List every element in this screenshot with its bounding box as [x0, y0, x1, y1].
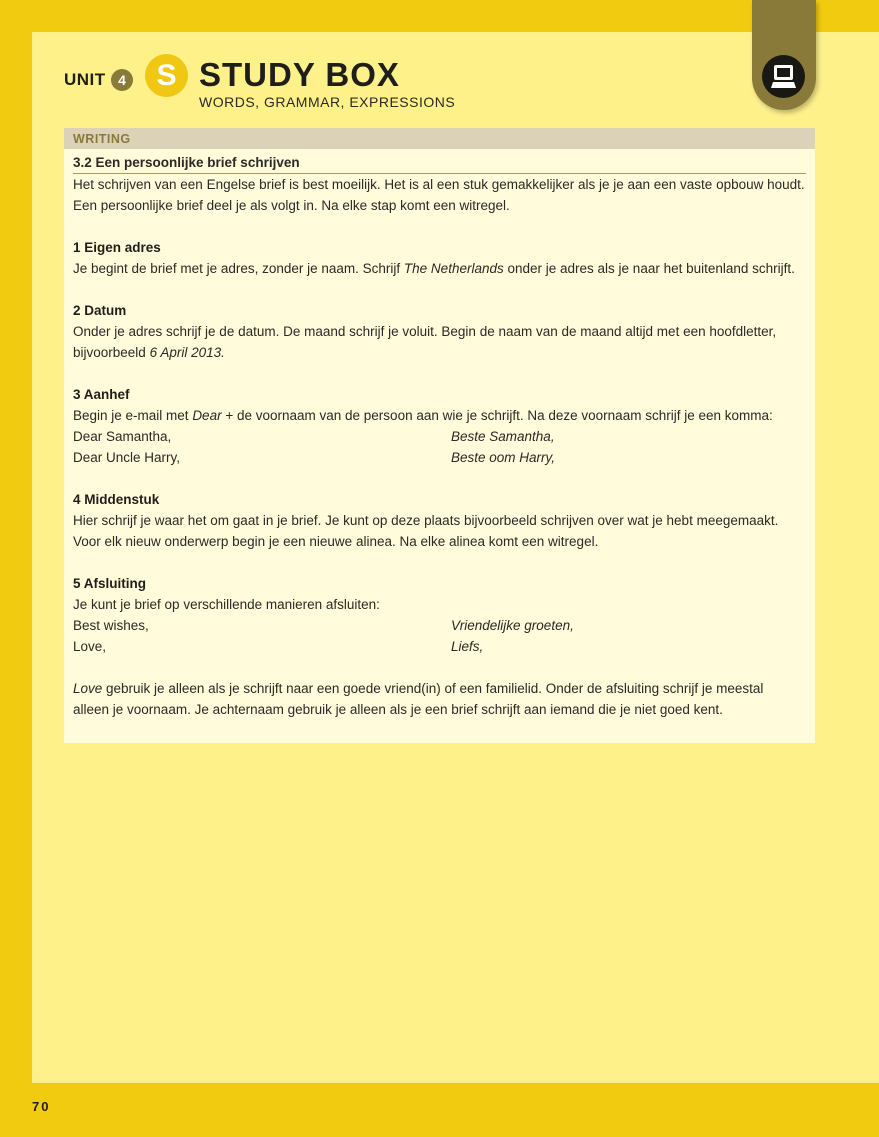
step-text: Onder je adres schrijf je de datum. De maand schrijf je voluit. Begin de naam van de maand altijd met een hoofdletter, — [73, 324, 777, 339]
study-box — [64, 128, 815, 743]
page-subtitle: WORDS, GRAMMAR, EXPRESSIONS — [199, 94, 456, 110]
step-text: Je begint de brief met je adres, zonder je naam. Schrijf The Netherlands onder je adres als je naar het buitenland schrijft. — [73, 261, 795, 276]
step-heading: 2 Datum — [73, 303, 127, 318]
step-heading: 1 Eigen adres — [73, 240, 161, 255]
page-number: 70 — [32, 1099, 51, 1114]
step-heading: 4 Middenstuk — [73, 492, 160, 507]
step-heading: 5 Afsluiting — [73, 576, 146, 591]
step-heading: 3 Aanhef — [73, 387, 130, 402]
page-title: STUDY BOX — [199, 56, 400, 93]
example-row: Best wishes, Vriendelijke groeten, — [73, 618, 574, 633]
example-row: Dear Uncle Harry, Beste oom Harry, — [73, 450, 556, 465]
computer-icon — [762, 55, 805, 98]
category-header: WRITING — [64, 128, 815, 149]
example-row: Love, Liefs, — [73, 639, 484, 654]
unit-label: UNIT — [64, 70, 106, 89]
example-row: Dear Samantha, Beste Samantha, — [73, 429, 555, 444]
step-text: Voor elk nieuw onderwerp begin je een nieuwe alinea. Na elke alinea komt een witregel. — [73, 534, 599, 549]
intro-line: Een persoonlijke brief deel je als volgt in. Na elke stap komt een witregel. — [73, 198, 510, 213]
chapter-tab — [752, 0, 816, 110]
unit-number-badge: 4 — [111, 69, 133, 91]
step-text: Begin je e-mail met Dear + de voornaam van de persoon aan wie je schrijft. Na deze voornaam schrijf je een komma: — [73, 408, 773, 423]
note-text: alleen je voornaam. Je achternaam gebruik je alleen als je een brief schrijft aan iemand die je niet goed kent. — [73, 702, 723, 717]
step-text: Hier schrijf je waar het om gaat in je brief. Je kunt op deze plaats bijvoorbeeld schrijven over wat je hebt meegemaakt. — [73, 513, 779, 528]
step-text: bijvoorbeeld 6 April 2013. — [73, 345, 225, 360]
section-title: 3.2 Een persoonlijke brief schrijven — [73, 149, 806, 174]
study-box-badge: S — [145, 54, 188, 97]
intro-line: Het schrijven van een Engelse brief is best moeilijk. Het is al een stuk gemakkelijker als je je aan een vaste opbouw houdt. — [73, 177, 805, 192]
step-text: Je kunt je brief op verschillende manieren afsluiten: — [73, 597, 380, 612]
note-text: Love gebruik je alleen als je schrijft naar een goede vriend(in) of een familielid. Onder de afsluiting schrijf je meestal — [73, 681, 764, 696]
